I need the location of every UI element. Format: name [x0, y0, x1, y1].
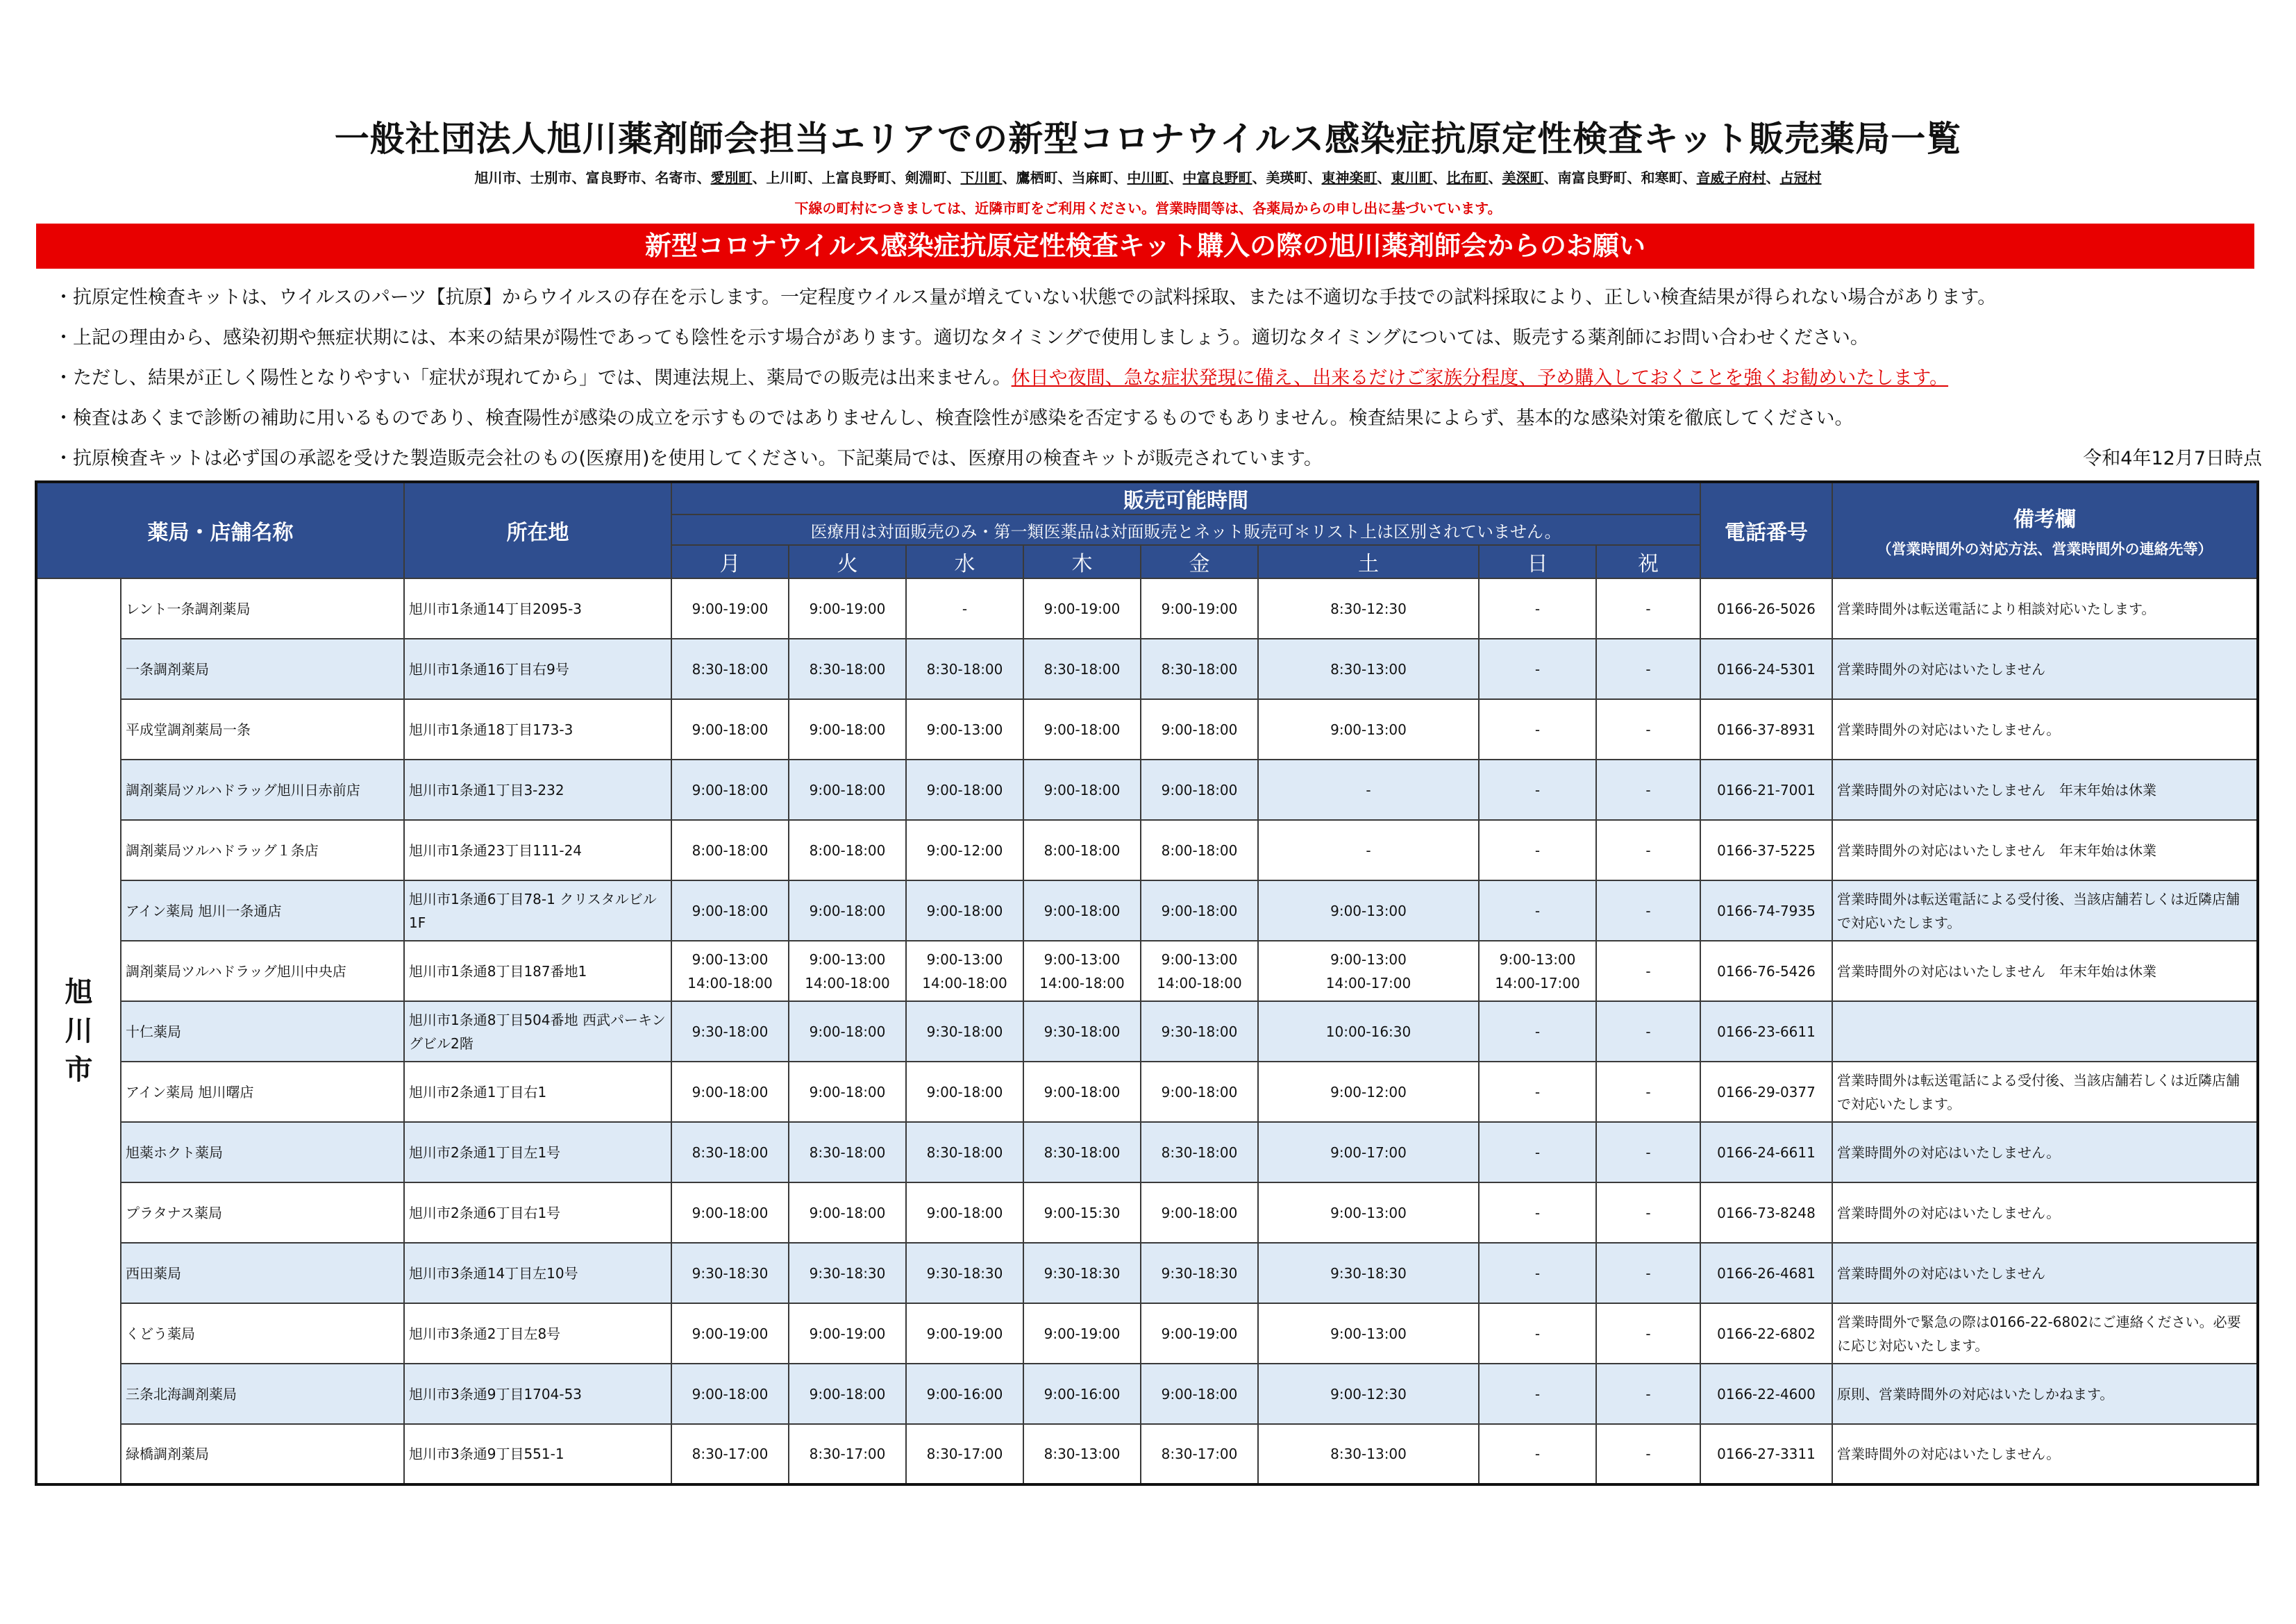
city-label-char: 旭: [65, 976, 93, 1008]
area-separator: 、: [1627, 169, 1641, 186]
cell-phone: 0166-29-0377: [1700, 1062, 1832, 1122]
header-name: 薬局・店舗名称: [36, 482, 404, 578]
area-separator: 、: [1432, 169, 1447, 186]
table-row: [36, 941, 2258, 1001]
table-row: [36, 639, 2258, 699]
cell-mon: 9:00-18:00: [671, 699, 789, 760]
cell-fri: 8:30-18:00: [1141, 1122, 1258, 1182]
cell-remark: 営業時間外の対応はいたしません。: [1832, 1182, 2258, 1243]
header-day-thu: 木: [1023, 545, 1141, 578]
cell-remark: 営業時間外の対応はいたしません 年末年始は休業: [1832, 820, 2258, 880]
cell-tue: 8:30-18:00: [789, 639, 906, 699]
cell-address: 旭川市1条通18丁目173-3: [404, 699, 671, 760]
cell-line: 14:00-17:00: [1495, 974, 1580, 991]
cell-line: 9:00-13:00: [809, 951, 886, 968]
cell-phone: 0166-22-6802: [1700, 1303, 1832, 1364]
request-item: [54, 439, 2262, 479]
header-phone: 電話番号: [1700, 482, 1832, 578]
cell-tue: 8:30-17:00: [789, 1424, 906, 1484]
table-row: [36, 1001, 2258, 1062]
area-separator: 、: [1113, 169, 1128, 186]
cell-remark: 営業時間外の対応はいたしません: [1832, 1243, 2258, 1303]
cell-mon: 9:30-18:00: [671, 1001, 789, 1062]
cell-name: 西田薬局: [121, 1243, 404, 1303]
cell-sat: 8:30-12:30: [1258, 578, 1479, 639]
cell-sun: -: [1479, 1001, 1596, 1062]
area-list: [0, 167, 2296, 187]
area-separator: 、: [1682, 169, 1697, 186]
cell-remark: 営業時間外の対応はいたしません。: [1832, 1424, 2258, 1484]
cell-hol: -: [1596, 1062, 1700, 1122]
cell-hol: -: [1596, 760, 1700, 820]
cell-sun: -: [1479, 1303, 1596, 1364]
cell-sun: -: [1479, 578, 1596, 639]
cell-wed: 8:30-18:00: [906, 1122, 1023, 1182]
area-name: 上川町: [766, 169, 808, 186]
request-item: [54, 358, 2262, 399]
cell-sat: [1258, 941, 1479, 1001]
cell-phone: 0166-73-8248: [1700, 1182, 1832, 1243]
cell-sun: -: [1479, 1182, 1596, 1243]
request-item: ・検査はあくまで診断の補助に用いるものであり、検査陽性が感染の成立を示すものではありませんし、検査陰性が感染を否定するものでもありません。検査結果によらず、基本的な感染対策を徹底してください。: [54, 408, 1854, 429]
cell-name: くどう薬局: [121, 1303, 404, 1364]
header-remarks: [1832, 482, 2258, 578]
area-separator: 、: [1377, 169, 1391, 186]
cell-remark: 営業時間外は転送電話により相談対応いたします。: [1832, 578, 2258, 639]
area-name: 南富良野町: [1557, 169, 1627, 186]
as-of-date: 令和4年12月7日時点: [2083, 448, 2262, 469]
request-item: ・上記の理由から、感染初期や無症状期には、本来の結果が陽性であっても陰性を示す場合があります。適切なタイミングで使用しましょう。適切なタイミングについては、販売する薬剤師にお問い合わせください。: [54, 327, 1869, 349]
cell-mon: 9:00-18:00: [671, 880, 789, 941]
cell-address: 旭川市1条通8丁目504番地 西武パーキングビル2階: [404, 1001, 671, 1062]
cell-remark: 営業時間外の対応はいたしません 年末年始は休業: [1832, 941, 2258, 1001]
cell-phone: 0166-37-5225: [1700, 820, 1832, 880]
header-day-wed: 水: [906, 545, 1023, 578]
header-day-sun: 日: [1479, 545, 1596, 578]
cell-sun: -: [1479, 1243, 1596, 1303]
cell-wed: 9:00-18:00: [906, 1182, 1023, 1243]
area-separator: 、: [1252, 169, 1266, 186]
cell-sat: 9:00-13:00: [1258, 1182, 1479, 1243]
area-separator: 、: [516, 169, 530, 186]
area-name: 士別市: [530, 169, 572, 186]
cell-hol: -: [1596, 699, 1700, 760]
cell-hol: -: [1596, 1001, 1700, 1062]
area-name: 当麻町: [1071, 169, 1114, 186]
cell-address: 旭川市3条通14丁目左10号: [404, 1243, 671, 1303]
area-note: 下線の町村につきましては、近隣市町をご利用ください。営業時間等は、各薬局からの申し出に基づいています。: [794, 200, 1502, 217]
cell-line: 14:00-17:00: [1325, 974, 1411, 991]
cell-name: 緑橋調剤薬局: [121, 1424, 404, 1484]
cell-sat: 8:30-13:00: [1258, 1424, 1479, 1484]
cell-thu: 9:00-19:00: [1023, 1303, 1141, 1364]
cell-name: レント一条調剤薬局: [121, 578, 404, 639]
request-list: [54, 278, 2262, 479]
cell-tue: 9:00-18:00: [789, 760, 906, 820]
cell-mon: 9:00-18:00: [671, 760, 789, 820]
cell-line: 9:00-13:00: [1499, 951, 1576, 968]
area-name: 東神楽町: [1321, 169, 1377, 186]
cell-mon: 8:30-18:00: [671, 1122, 789, 1182]
cell-wed: 9:30-18:00: [906, 1001, 1023, 1062]
header-day-tue: 火: [789, 545, 906, 578]
cell-tue: 9:00-18:00: [789, 1364, 906, 1424]
request-text: ・抗原検査キットは必ず国の承認を受けた製造販売会社のもの(医療用)を使用してください。下記薬局では、医療用の検査キットが販売されています。: [54, 448, 1323, 469]
area-separator: 、: [1168, 169, 1183, 186]
city-label-char: 市: [65, 1054, 93, 1086]
cell-hol: -: [1596, 1424, 1700, 1484]
request-emphasis: 休日や夜間、急な症状発現に備え、出来るだけご家族分程度、予め購入しておくことを強くお勧めいたします。: [1011, 367, 1949, 389]
cell-wed: 9:00-19:00: [906, 1303, 1023, 1364]
cell-fri: [1141, 941, 1258, 1001]
cell-tue: 9:00-18:00: [789, 1001, 906, 1062]
cell-wed: 9:00-12:00: [906, 820, 1023, 880]
cell-name: 調剤薬局ツルハドラッグ旭川中央店: [121, 941, 404, 1001]
page-title: 一般社団法人旭川薬剤師会担当エリアでの新型コロナウイルス感染症抗原定性検査キット販売薬局一覧: [334, 119, 1962, 159]
area-name: 富良野市: [585, 169, 642, 186]
cell-thu: 9:00-18:00: [1023, 760, 1141, 820]
cell-fri: 8:30-17:00: [1141, 1424, 1258, 1484]
cell-hol: -: [1596, 639, 1700, 699]
cell-sun: -: [1479, 1364, 1596, 1424]
area-separator: 、: [641, 169, 655, 186]
cell-wed: -: [906, 578, 1023, 639]
table-row: [36, 1243, 2258, 1303]
cell-address: 旭川市3条通2丁目左8号: [404, 1303, 671, 1364]
cell-thu: 9:00-18:00: [1023, 880, 1141, 941]
header-day-hol: 祝: [1596, 545, 1700, 578]
cell-sun: -: [1479, 1122, 1596, 1182]
cell-mon: 9:00-18:00: [671, 1182, 789, 1243]
cell-address: 旭川市2条通1丁目右1: [404, 1062, 671, 1122]
area-name: 美深町: [1502, 169, 1544, 186]
cell-tue: 8:30-18:00: [789, 1122, 906, 1182]
cell-sun: [1479, 941, 1596, 1001]
cell-tue: 9:00-18:00: [789, 880, 906, 941]
cell-sat: 9:00-17:00: [1258, 1122, 1479, 1182]
request-text: ・ただし、結果が正しく陽性となりやすい「症状が現れてから」では、関連法規上、薬局での販売は出来ません。: [54, 367, 1012, 389]
cell-line: 9:00-13:00: [692, 951, 769, 968]
table-row: [36, 1062, 2258, 1122]
cell-thu: 9:00-18:00: [1023, 1062, 1141, 1122]
cell-address: 旭川市2条通6丁目右1号: [404, 1182, 671, 1243]
cell-line: 9:00-13:00: [926, 951, 1003, 968]
area-name: 鷹栖町: [1016, 169, 1058, 186]
cell-sat: 8:30-13:00: [1258, 639, 1479, 699]
cell-sat: -: [1258, 820, 1479, 880]
cell-phone: 0166-22-4600: [1700, 1364, 1832, 1424]
cell-line: 14:00-18:00: [922, 974, 1007, 991]
cell-address: 旭川市1条通23丁目111-24: [404, 820, 671, 880]
cell-hol: -: [1596, 1364, 1700, 1424]
cell-wed: 8:30-17:00: [906, 1424, 1023, 1484]
cell-hol: -: [1596, 880, 1700, 941]
cell-phone: 0166-37-8931: [1700, 699, 1832, 760]
cell-fri: 9:00-19:00: [1141, 1303, 1258, 1364]
cell-wed: 9:00-16:00: [906, 1364, 1023, 1424]
cell-sat: 9:30-18:30: [1258, 1243, 1479, 1303]
cell-address: 旭川市1条通1丁目3-232: [404, 760, 671, 820]
cell-tue: 8:00-18:00: [789, 820, 906, 880]
cell-thu: 8:30-18:00: [1023, 639, 1141, 699]
header-day-fri: 金: [1141, 545, 1258, 578]
cell-name: アイン薬局 旭川曙店: [121, 1062, 404, 1122]
cell-thu: 9:00-18:00: [1023, 699, 1141, 760]
header-remarks-sub: （営業時間外の対応方法、営業時間外の連絡先等）: [1877, 541, 2213, 558]
cell-tue: 9:00-18:00: [789, 699, 906, 760]
cell-fri: 8:30-18:00: [1141, 639, 1258, 699]
area-separator: 、: [946, 169, 961, 186]
header-day-sat: 土: [1258, 545, 1479, 578]
cell-wed: 9:00-18:00: [906, 760, 1023, 820]
area-separator: 、: [1488, 169, 1502, 186]
cell-remark: 営業時間外の対応はいたしません: [1832, 639, 2258, 699]
table-row: [36, 1122, 2258, 1182]
area-separator: 、: [1543, 169, 1558, 186]
cell-sat: 9:00-13:00: [1258, 880, 1479, 941]
area-separator: 、: [1307, 169, 1322, 186]
area-separator: 、: [571, 169, 586, 186]
cell-hol: -: [1596, 1243, 1700, 1303]
cell-fri: 9:00-18:00: [1141, 760, 1258, 820]
cell-fri: 9:00-18:00: [1141, 699, 1258, 760]
area-name: 東川町: [1391, 169, 1433, 186]
cell-address: 旭川市1条通16丁目右9号: [404, 639, 671, 699]
cell-mon: 9:00-19:00: [671, 1303, 789, 1364]
cell-wed: 9:00-18:00: [906, 1062, 1023, 1122]
cell-thu: 9:00-15:30: [1023, 1182, 1141, 1243]
cell-address: 旭川市3条通9丁目551-1: [404, 1424, 671, 1484]
cell-phone: 0166-74-7935: [1700, 880, 1832, 941]
pharmacy-table: [35, 480, 2259, 1486]
request-item: ・抗原定性検査キットは、ウイルスのパーツ【抗原】からウイルスの存在を示します。一定程度ウイルス量が増えていない状態での試料採取、または不適切な手技での試料採取により、正しい検査結果が得られない場合があります。: [54, 287, 1997, 308]
cell-thu: 9:00-19:00: [1023, 578, 1141, 639]
cell-fri: 9:30-18:30: [1141, 1243, 1258, 1303]
cell-mon: 9:00-18:00: [671, 1062, 789, 1122]
area-name: 剣淵町: [905, 169, 947, 186]
cell-sun: -: [1479, 760, 1596, 820]
cell-sun: -: [1479, 1424, 1596, 1484]
cell-name: 調剤薬局ツルハドラッグ１条店: [121, 820, 404, 880]
cell-name: アイン薬局 旭川一条通店: [121, 880, 404, 941]
cell-wed: [906, 941, 1023, 1001]
cell-fri: 8:00-18:00: [1141, 820, 1258, 880]
cell-name: 十仁薬局: [121, 1001, 404, 1062]
request-banner: 新型コロナウイルス感染症抗原定性検査キット購入の際の旭川薬剤師会からのお願い: [36, 224, 2254, 269]
city-label-char: 川: [65, 1015, 93, 1047]
cell-sun: -: [1479, 820, 1596, 880]
cell-address: 旭川市1条通6丁目78-1 クリスタルビル1F: [404, 880, 671, 941]
cell-line: 14:00-18:00: [805, 974, 890, 991]
table-row: [36, 699, 2258, 760]
cell-tue: [789, 941, 906, 1001]
cell-remark: 営業時間外の対応はいたしません 年末年始は休業: [1832, 760, 2258, 820]
header-day-mon: 月: [671, 545, 789, 578]
table-row: [36, 880, 2258, 941]
cell-remark: 営業時間外の対応はいたしません。: [1832, 1122, 2258, 1182]
area-name: 名寄市: [655, 169, 697, 186]
cell-sat: 9:00-12:00: [1258, 1062, 1479, 1122]
area-name: 占冠村: [1779, 169, 1822, 186]
area-name: 旭川市: [474, 169, 517, 186]
cell-line: 9:00-13:00: [1044, 951, 1121, 968]
area-name: 愛別町: [710, 169, 753, 186]
cell-name: 旭薬ホクト薬局: [121, 1122, 404, 1182]
cell-line: 9:00-13:00: [1330, 951, 1407, 968]
cell-wed: 9:30-18:30: [906, 1243, 1023, 1303]
table-row: [36, 1303, 2258, 1364]
cell-remark: 営業時間外は転送電話による受付後、当該店舗若しくは近隣店舗で対応いたします。: [1832, 880, 2258, 941]
cell-hol: -: [1596, 1182, 1700, 1243]
cell-thu: [1023, 941, 1141, 1001]
cell-mon: 8:30-18:00: [671, 639, 789, 699]
cell-line: 9:00-13:00: [1161, 951, 1238, 968]
cell-name: 三条北海調剤薬局: [121, 1364, 404, 1424]
header-hours-note: 医療用は対面販売のみ・第一類医薬品は対面販売とネット販売可＊リスト上は区別されていません。: [671, 514, 1700, 545]
cell-sat: 9:00-13:00: [1258, 699, 1479, 760]
area-name: 比布町: [1446, 169, 1489, 186]
header-address: 所在地: [404, 482, 671, 578]
cell-sat: 9:00-13:00: [1258, 1303, 1479, 1364]
cell-fri: 9:00-19:00: [1141, 578, 1258, 639]
cell-remark: 営業時間外は転送電話による受付後、当該店舗若しくは近隣店舗で対応いたします。: [1832, 1062, 2258, 1122]
cell-fri: 9:00-18:00: [1141, 1062, 1258, 1122]
cell-fri: 9:00-18:00: [1141, 1364, 1258, 1424]
cell-tue: 9:00-18:00: [789, 1062, 906, 1122]
cell-address: 旭川市1条通8丁目187番地1: [404, 941, 671, 1001]
cell-thu: 8:00-18:00: [1023, 820, 1141, 880]
area-name: 中川町: [1127, 169, 1169, 186]
cell-phone: 0166-26-4681: [1700, 1243, 1832, 1303]
cell-phone: 0166-26-5026: [1700, 578, 1832, 639]
header-remarks-title: 備考欄: [2013, 508, 2076, 532]
cell-wed: 9:00-13:00: [906, 699, 1023, 760]
cell-name: 平成堂調剤薬局一条: [121, 699, 404, 760]
area-separator: 、: [752, 169, 766, 186]
cell-mon: 9:00-18:00: [671, 1364, 789, 1424]
cell-phone: 0166-24-6611: [1700, 1122, 1832, 1182]
table-row: [36, 820, 2258, 880]
header-hours: 販売可能時間: [671, 482, 1700, 514]
area-name: 美瑛町: [1266, 169, 1308, 186]
cell-hol: -: [1596, 820, 1700, 880]
cell-address: 旭川市3条通9丁目1704-53: [404, 1364, 671, 1424]
cell-hol: -: [1596, 1122, 1700, 1182]
cell-thu: 9:30-18:30: [1023, 1243, 1141, 1303]
area-separator: 、: [1002, 169, 1016, 186]
cell-tue: 9:00-19:00: [789, 578, 906, 639]
area-name: 和寒町: [1641, 169, 1683, 186]
cell-phone: 0166-21-7001: [1700, 760, 1832, 820]
cell-mon: 8:30-17:00: [671, 1424, 789, 1484]
cell-phone: 0166-27-3311: [1700, 1424, 1832, 1484]
table-row: [36, 578, 2258, 639]
cell-fri: 9:00-18:00: [1141, 880, 1258, 941]
cell-sun: -: [1479, 639, 1596, 699]
area-separator: 、: [807, 169, 822, 186]
cell-mon: 9:00-19:00: [671, 578, 789, 639]
area-separator: 、: [1057, 169, 1072, 186]
area-separator: 、: [891, 169, 905, 186]
cell-fri: 9:30-18:00: [1141, 1001, 1258, 1062]
cell-sun: -: [1479, 880, 1596, 941]
cell-name: プラタナス薬局: [121, 1182, 404, 1243]
cell-hol: -: [1596, 1303, 1700, 1364]
cell-address: 旭川市2条通1丁目左1号: [404, 1122, 671, 1182]
cell-thu: 9:00-16:00: [1023, 1364, 1141, 1424]
cell-remark: [1832, 1001, 2258, 1062]
table-row: [36, 1182, 2258, 1243]
area-name: 上富良野町: [821, 169, 891, 186]
cell-mon: 8:00-18:00: [671, 820, 789, 880]
cell-phone: 0166-24-5301: [1700, 639, 1832, 699]
cell-hol: -: [1596, 941, 1700, 1001]
table-row: [36, 1424, 2258, 1484]
area-separator: 、: [696, 169, 711, 186]
cell-sat: 9:00-12:30: [1258, 1364, 1479, 1424]
cell-line: 14:00-18:00: [1157, 974, 1242, 991]
cell-fri: 9:00-18:00: [1141, 1182, 1258, 1243]
cell-mon: [671, 941, 789, 1001]
cell-line: 14:00-18:00: [687, 974, 773, 991]
cell-thu: 9:30-18:00: [1023, 1001, 1141, 1062]
cell-sat: 10:00-16:30: [1258, 1001, 1479, 1062]
cell-remark: 原則、営業時間外の対応はいたしかねます。: [1832, 1364, 2258, 1424]
cell-sat: -: [1258, 760, 1479, 820]
cell-sun: -: [1479, 699, 1596, 760]
cell-thu: 8:30-18:00: [1023, 1122, 1141, 1182]
cell-mon: 9:30-18:30: [671, 1243, 789, 1303]
cell-remark: 営業時間外の対応はいたしません。: [1832, 699, 2258, 760]
city-label: [36, 578, 121, 1484]
area-name: 音威子府村: [1696, 169, 1766, 186]
cell-phone: 0166-23-6611: [1700, 1001, 1832, 1062]
area-separator: 、: [1766, 169, 1780, 186]
area-name: 下川町: [960, 169, 1003, 186]
cell-tue: 9:00-18:00: [789, 1182, 906, 1243]
table-row: [36, 760, 2258, 820]
cell-name: 一条調剤薬局: [121, 639, 404, 699]
cell-remark: 営業時間外で緊急の際は0166-22-6802にご連絡ください。必要に応じ対応いたします。: [1832, 1303, 2258, 1364]
cell-tue: 9:30-18:30: [789, 1243, 906, 1303]
cell-hol: -: [1596, 578, 1700, 639]
cell-wed: 9:00-18:00: [906, 880, 1023, 941]
cell-address: 旭川市1条通14丁目2095-3: [404, 578, 671, 639]
cell-tue: 9:00-19:00: [789, 1303, 906, 1364]
cell-line: 14:00-18:00: [1039, 974, 1125, 991]
cell-sun: -: [1479, 1062, 1596, 1122]
cell-phone: 0166-76-5426: [1700, 941, 1832, 1001]
area-name: 中富良野町: [1182, 169, 1252, 186]
cell-wed: 8:30-18:00: [906, 639, 1023, 699]
cell-name: 調剤薬局ツルハドラッグ旭川日赤前店: [121, 760, 404, 820]
cell-thu: 8:30-13:00: [1023, 1424, 1141, 1484]
table-row: [36, 1364, 2258, 1424]
